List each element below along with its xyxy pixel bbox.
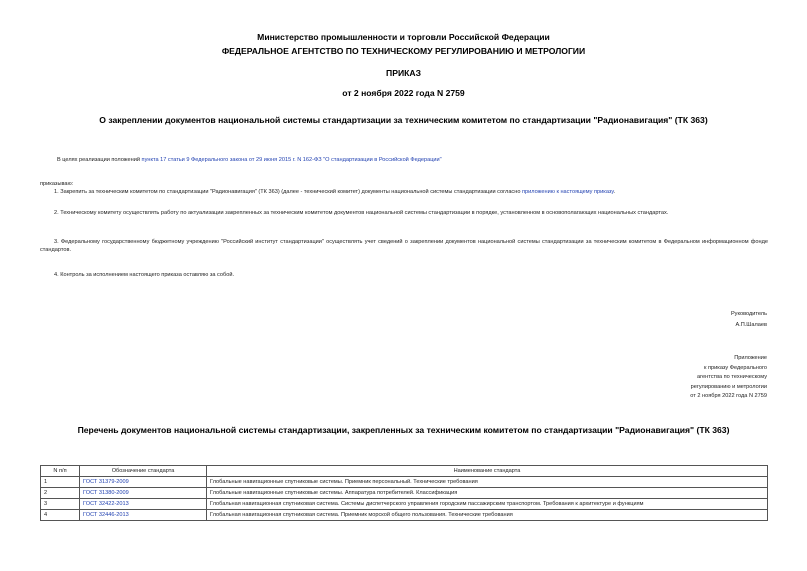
row-number: 3	[41, 499, 80, 510]
order-item-4: 4. Контроль за исполнением настоящего приказа оставляю за собой.	[54, 272, 235, 278]
order-word: приказываю:	[40, 181, 74, 187]
appendix-line-3: агентства по техническому	[696, 374, 767, 381]
standards-table	[40, 465, 768, 521]
document-date-number: от 2 ноября 2022 года N 2759	[342, 88, 465, 98]
standard-link[interactable]: ГОСТ 32446-2013	[83, 512, 129, 518]
order-item-1	[40, 188, 768, 196]
appendix-link[interactable]: приложению к настоящему приказу	[522, 189, 614, 195]
standard-name: Глобальная навигационная спутниковая система. Системы диспетчерского управления городским пассажирским транспортом. Требования к архитектуре и функциям	[207, 499, 768, 510]
col-name-header: Наименование стандарта	[207, 466, 768, 477]
table-row	[41, 510, 768, 521]
preamble-text: В целях реализации положений	[57, 157, 142, 163]
ministry-name: Министерство промышленности и торговли Российской Федерации	[257, 32, 550, 42]
standard-name: Глобальная навигационная спутниковая система. Приемник морской общего пользования. Технические требования	[207, 510, 768, 521]
appendix-header	[690, 354, 767, 402]
table-header-row	[41, 466, 768, 477]
appendix-line-4: регулированию и метрологии	[690, 383, 767, 390]
col-number-header: N п/п	[41, 466, 80, 477]
order-item-2: 2. Техническому комитету осуществлять работу по актуализации закрепленных за техническим комитетом документов национальной системы стандартизации в порядке, установленном в основополагающих национальных стандартах.	[54, 210, 669, 216]
appendix-line-2: к приказу Федерального	[704, 364, 767, 371]
standard-link[interactable]: ГОСТ 31379-2009	[83, 479, 129, 485]
row-number: 4	[41, 510, 80, 521]
list-title: Перечень документов национальной системы стандартизации, закрепленных за техническим комитетом по стандартизации "Радионавигация" (ТК 363)	[77, 425, 730, 435]
standard-link[interactable]: ГОСТ 32422-2013	[83, 501, 129, 507]
row-number: 1	[41, 477, 80, 488]
appendix-line-5: от 2 ноября 2022 года N 2759	[690, 393, 767, 400]
table-row	[41, 488, 768, 499]
signatory-position: Руководитель	[730, 311, 767, 317]
col-code-header: Обозначение стандарта	[80, 466, 207, 477]
signatory-name: А.П.Шалаев	[735, 322, 767, 328]
preamble	[57, 156, 442, 164]
standard-link[interactable]: ГОСТ 31380-2009	[83, 490, 129, 496]
item-1-text: 1. Закрепить за техническим комитетом по стандартизации "Радионавигация" (ТК 363) (далее - технический комитет) документы национальной системы стандартизации согласно	[54, 189, 522, 195]
law-link[interactable]: пункта 17 статьи 9 Федерального закона от 29 июня 2015 г. N 162-ФЗ "О стандартизации в Российской Федерации"	[141, 157, 442, 163]
order-item-3: 3. Федеральному государственному бюджетному учреждению "Российский институт стандартизации" осуществлять учет сведений о закреплении документов национальной системы стандартизации за техническим комитетом в Федеральном информационном фонде стандартов.	[40, 239, 768, 254]
document-subject: О закреплении документов национальной системы стандартизации за техническим комитетом по стандартизации "Радионавигация" (ТК 363)	[99, 115, 708, 125]
standard-name: Глобальные навигационные спутниковые системы. Аппаратура потребителей. Классификация	[207, 488, 768, 499]
document-type: ПРИКАЗ	[386, 68, 421, 78]
row-number: 2	[41, 488, 80, 499]
agency-name: ФЕДЕРАЛЬНОЕ АГЕНТСТВО ПО ТЕХНИЧЕСКОМУ РЕГУЛИРОВАНИЮ И МЕТРОЛОГИИ	[221, 46, 586, 56]
item-1-end: .	[613, 189, 616, 195]
appendix-line-1: Приложение	[734, 355, 767, 361]
standard-name: Глобальные навигационные спутниковые системы. Приемник персональный. Технические требования	[207, 477, 768, 488]
table-row	[41, 477, 768, 488]
table-row	[41, 499, 768, 510]
